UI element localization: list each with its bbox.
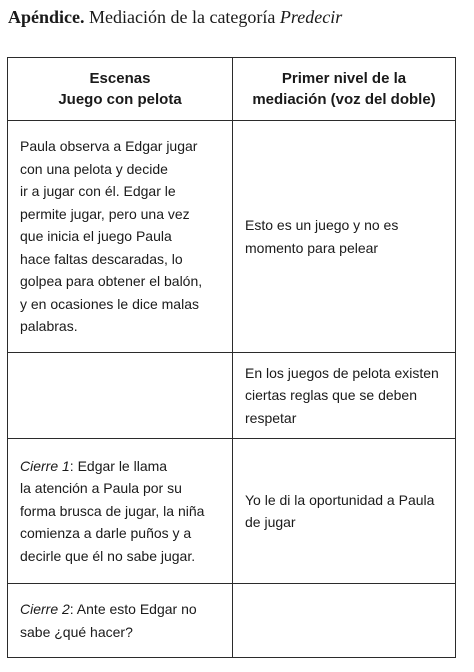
closure-label: Cierre 1 xyxy=(20,457,70,474)
header-mediation xyxy=(233,58,456,121)
mediation-cell xyxy=(233,584,456,658)
scene-line-rest: : Ante esto Edgar no xyxy=(69,601,197,617)
table-caption xyxy=(8,6,468,28)
scene-line xyxy=(20,455,226,478)
header-row xyxy=(8,58,456,121)
scene-line: golpea para obtener el balón, xyxy=(20,273,203,290)
caption-category: Predecir xyxy=(279,7,343,27)
scene-line: hace faltas descaradas, lo xyxy=(20,250,183,267)
scene-line: la atención a Paula por su xyxy=(20,480,182,497)
scene-line: comienza a darle puños y a xyxy=(20,525,192,542)
scene-line: decirle que él no sabe jugar. xyxy=(20,547,196,564)
scene-line: que inicia el juego Paula xyxy=(20,228,172,245)
scene-cell xyxy=(8,353,233,439)
mediation-line: momento para pelear xyxy=(245,239,379,256)
scene-cell xyxy=(8,439,233,584)
closure-label: Cierre 2 xyxy=(20,601,70,617)
scene-line: sabe ¿qué hacer? xyxy=(20,623,133,640)
scene-line: permite jugar, pero una vez xyxy=(20,205,190,222)
scene-line: palabras. xyxy=(20,318,78,335)
scene-cell xyxy=(8,584,233,658)
header-mediation-line-2: mediación (voz del doble) xyxy=(252,91,436,108)
caption-label: Apéndice. xyxy=(8,7,85,27)
scene-line-rest: : Edgar le llama xyxy=(69,457,168,474)
mediation-cell xyxy=(233,439,456,584)
header-scenes-line-1: Escenas xyxy=(89,70,151,87)
mediation-line: ciertas reglas que se deben xyxy=(245,387,417,404)
header-scenes xyxy=(8,58,233,121)
mediation-line: Esto es un juego y no es xyxy=(245,217,399,233)
table-row xyxy=(8,584,456,658)
mediation-line: En los juegos de pelota existen xyxy=(245,364,439,381)
scene-line xyxy=(20,598,226,621)
header-scenes-line-2: Juego con pelota xyxy=(58,91,182,108)
table-row xyxy=(8,353,456,439)
mediation-cell xyxy=(233,121,456,353)
header-mediation-line-1: Primer nivel de la xyxy=(281,70,407,87)
scene-line: y en ocasiones le dice malas xyxy=(20,295,199,312)
table-row xyxy=(8,121,456,353)
scene-line: Paula observa a Edgar jugar xyxy=(20,138,198,155)
table-row xyxy=(8,439,456,584)
mediation-line: de jugar xyxy=(245,514,296,530)
caption-text: Mediación de la categoría xyxy=(84,7,280,27)
mediation-cell xyxy=(233,353,456,439)
scene-line: con una pelota y decide xyxy=(20,160,168,177)
scene-line: ir a jugar con él. Edgar le xyxy=(20,183,176,200)
mediation-line: respetar xyxy=(245,409,297,426)
scene-line: forma brusca de jugar, la niña xyxy=(20,502,205,519)
appendix-table xyxy=(7,57,456,658)
mediation-line: Yo le di la oportunidad a Paula xyxy=(245,491,435,508)
scene-cell xyxy=(8,121,233,353)
